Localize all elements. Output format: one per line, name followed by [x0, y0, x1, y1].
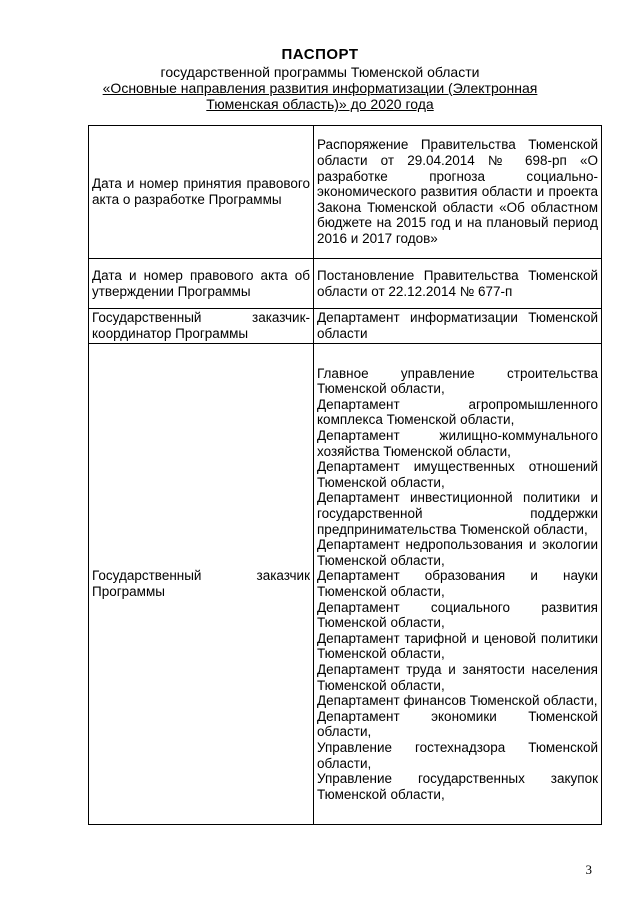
list-item: Департамент недропользования и экологии Тюменской области, [317, 537, 598, 568]
row-label: Государственный заказчик-координатор Программы [89, 309, 314, 344]
subtitle-line-2: «Основные направления развития информатизации (Электронная [102, 80, 538, 96]
list-item: Департамент труда и занятости населения Тюменской области, [317, 661, 598, 693]
list-item: Департамент образования и науки Тюменской области, [317, 568, 598, 599]
table-row [89, 309, 602, 344]
passport-table [88, 125, 602, 825]
list-item: Департамент экономики Тюменской области, [317, 708, 598, 740]
list-item: Департамент социального развития Тюменской области, [317, 599, 598, 631]
row-value: Департамент информатизации Тюменской области [314, 309, 602, 344]
row-label: Государственный заказчик Программы [89, 344, 314, 825]
row-value-list [314, 344, 602, 825]
document-title: ПАСПОРТ [281, 46, 359, 63]
row-label: Дата и номер правового акта об утверждении Программы [89, 259, 314, 309]
list-item: Департамент тарифной и ценовой политики Тюменской области, [317, 630, 598, 662]
list-item: Управление гостехнадзора Тюменской области, [317, 739, 598, 771]
table-row [89, 344, 602, 825]
list-item: Департамент инвестиционной политики и государственной поддержки предпринимательства Тюменской области, [317, 490, 598, 537]
document-subtitle [90, 64, 550, 112]
row-value: Постановление Правительства Тюменской области от 22.12.2014 № 677-п [314, 259, 602, 309]
row-label: Дата и номер принятия правового акта о разработке Программы [89, 126, 314, 259]
list-item: Департамент агропромышленного комплекса Тюменской области, [317, 396, 598, 428]
row-value: Распоряжение Правительства Тюменской области от 29.04.2014 № 698-рп «О разработке прогноза социально-экономического развития области и проекта Закона Тюменской области «Об областном бюджете на 2015 год и на плановый период 2016 и 2017 годов» [314, 126, 602, 259]
table-row [89, 259, 602, 309]
table-row [89, 126, 602, 259]
page-number: 3 [585, 862, 592, 877]
list-item: Управление государственных закупок Тюменской области, [317, 771, 598, 802]
list-item: Департамент жилищно-коммунального хозяйства Тюменской области, [317, 428, 598, 459]
subtitle-line-1: государственной программы Тюменской области [160, 64, 480, 80]
list-item: Департамент имущественных отношений Тюменской области, [317, 459, 598, 490]
list-item: Департамент финансов Тюменской области, [317, 693, 598, 709]
subtitle-line-3: Тюменская область)» до 2020 года [206, 96, 434, 112]
list-item: Главное управление строительства Тюменской области, [317, 365, 598, 397]
